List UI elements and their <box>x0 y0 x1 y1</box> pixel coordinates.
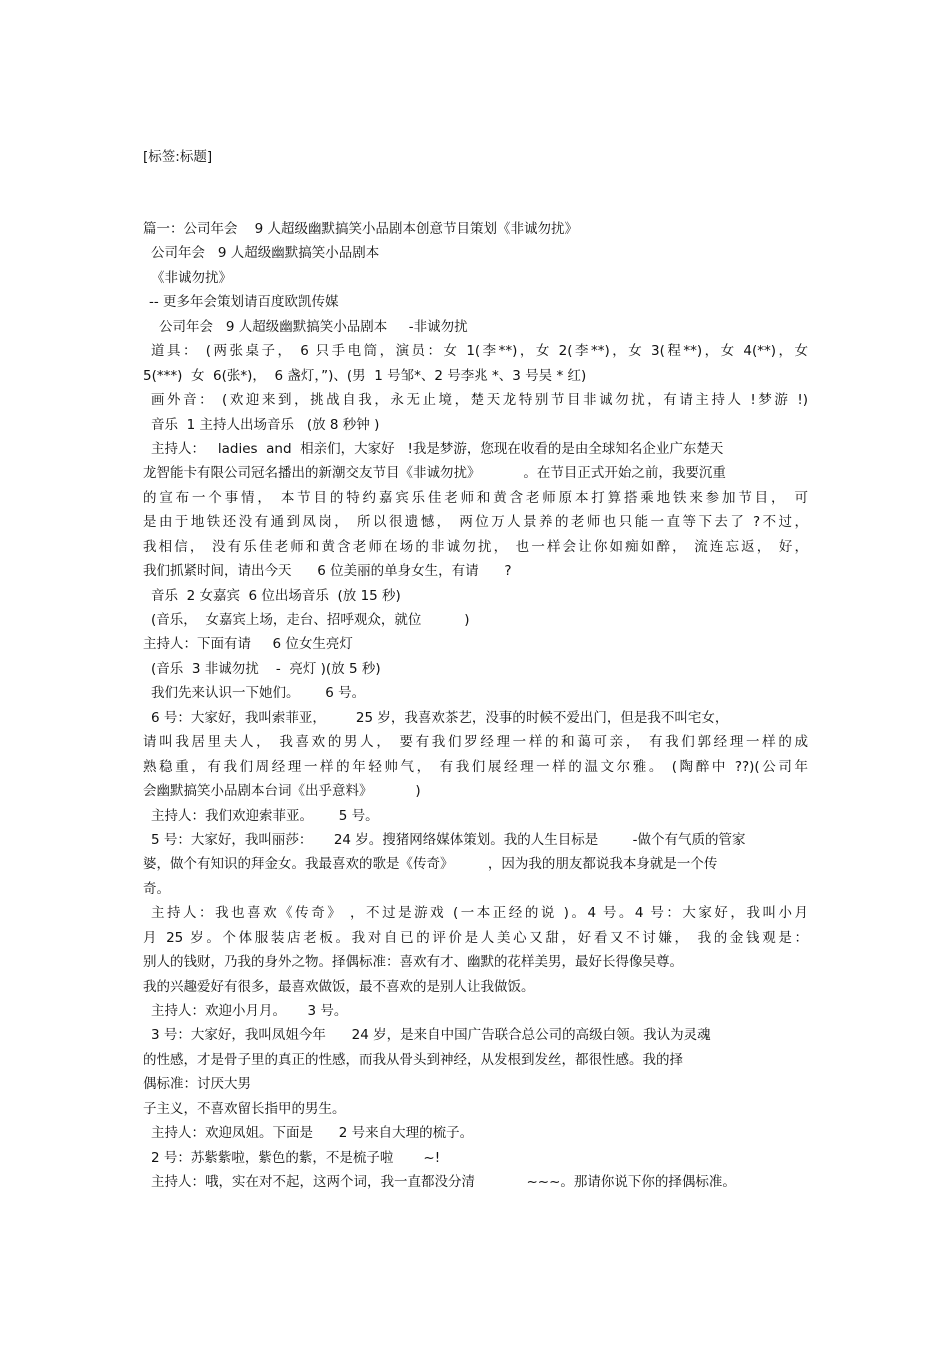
text-line: 我们先来认识一下她们。 6 号。 <box>151 685 366 702</box>
text-line: 偶标准：讨厌大男 <box>143 1076 251 1093</box>
text-line: 请叫我居里夫人， 我喜欢的男人， 要有我们罗经理一样的和蔼可亲， 有我们郭经理一样的成 <box>143 734 808 751</box>
text-line: 月 25 岁。个体服装店老板。我对自已的评价是人美心又甜，好看又不讨嫌， 我的金钱观是： <box>143 929 808 946</box>
text-line: 子主义，不喜欢留长指甲的男生。 <box>143 1100 346 1117</box>
text-line: 我们抓紧时间，请出今天 6 位美丽的单身女生，有请 ? <box>143 563 512 580</box>
text-line: 音乐 1 主持人出场音乐 (放 8 秒钟 ) <box>151 416 380 433</box>
text-line: 的性感，才是骨子里的真正的性感，而我从骨头到神经，从发根到发丝，都很性感。我的择 <box>143 1051 683 1068</box>
text-line: 主持人：欢迎小月月。 3 号。 <box>151 1003 348 1019</box>
text-line: (音乐， 女嘉宾上场，走台、招呼观众，就位 ) <box>151 612 470 628</box>
text-line: 2 号：苏紫紫啦，紫色的紫，不是梳子啦 ~! <box>151 1149 441 1166</box>
text-line: 《非诚勿扰》 <box>151 269 232 286</box>
text-line: 别人的钱财，乃我的身外之物。择偶标准：喜欢有才、幽默的花样美男，最好长得像吴尊。 <box>143 954 683 971</box>
text-line: 主持人：我们欢迎索菲亚。 5 号。 <box>151 807 379 824</box>
text-line: 的宣布一个事情， 本节目的特约嘉宾乐佳老师和黄含老师原本打算搭乘地铁来参加节目， 可 <box>143 489 808 506</box>
text-line: 主持人： ladies and 相亲们，大家好 !我是梦游，您现在收看的是由全球知名企业广东楚天 <box>151 440 724 457</box>
text-line: 公司年会 9 人超级幽默搞笑小品剧本 -非诚勿扰 <box>159 318 468 335</box>
script-body <box>143 217 808 1195</box>
text-line: 是由于地铁还没有通到凤岗， 所以很遗憾， 两位万人景养的老师也只能一直等下去了 ?不过， <box>143 514 808 531</box>
text-line: 3 号：大家好，我叫凤姐今年 24 岁，是来自中国广告联合总公司的高级白领。我认为灵魂 <box>151 1027 711 1044</box>
text-line: 我相信， 没有乐佳老师和黄含老师在场的非诚勿扰， 也一样会让你如痴如醉， 流连忘返， 好， <box>143 538 808 555</box>
text-line: 奇。 <box>143 880 170 897</box>
text-line: 音乐 2 女嘉宾 6 位出场音乐 (放 15 秒) <box>151 587 401 604</box>
text-line: 主持人：哦，实在对不起，这两个词，我一直都没分清 ~~~。那请你说下你的择偶标准。 <box>151 1174 736 1191</box>
text-line: 熟稳重，有我们周经理一样的年轻帅气， 有我们展经理一样的温文尔雅。 (陶醉中 ??)(公司年 <box>143 758 808 775</box>
text-line: 道具： (两张桌子， 6 只手电筒，演员：女 1(李**)，女 2(李**)，女 3(程**)，女 4(**)，女 <box>151 343 808 360</box>
text-line: 主持人：下面有请 6 位女生亮灯 <box>143 636 353 653</box>
text-line: 我的兴趣爱好有很多，最喜欢做饭，最不喜欢的是别人让我做饭。 <box>143 978 535 995</box>
text-line: 5 号：大家好，我叫丽莎： 24 岁。搜猪网络媒体策划。我的人生目标是 -做个有气质的管家 <box>151 831 746 848</box>
text-line: 公司年会 9 人超级幽默搞笑小品剧本 <box>151 245 380 262</box>
text-line: 6 号：大家好，我叫索菲亚， 25 岁，我喜欢茶艺，没事的时候不爱出门，但是我不叫宅女， <box>151 709 729 726</box>
text-line: 5(***) 女 6(张*)， 6 盏灯，”)、(男 1 号邹*、2 号李兆 *、3 号吴 * 红) <box>143 367 587 384</box>
text-line: 龙智能卡有限公司冠名播出的新潮交友节目《非诚勿扰》 。在节目正式开始之前，我要沉重 <box>143 465 726 482</box>
text-line: 篇一：公司年会 9 人超级幽默搞笑小品剧本创意节目策划《非诚勿扰》 <box>143 221 579 237</box>
text-line: 画外音： (欢迎来到，挑战自我，永无止境，楚天龙特别节目非诚勿扰，有请主持人 !梦游 !) <box>151 392 808 409</box>
text-line: 会幽默搞笑小品剧本台词《出乎意料》 ) <box>143 783 421 800</box>
text-line: 主持人：我也喜欢《传奇》 ，不过是游戏 (一本正经的说 )。4 号。4 号：大家好，我叫小月 <box>151 905 808 922</box>
text-line: -- 更多年会策划请百度欧凯传媒 <box>149 294 339 311</box>
text-line: 主持人：欢迎凤姐。下面是 2 号来自大理的梳子。 <box>151 1125 474 1142</box>
tag-label: [标签:标题] <box>143 149 213 165</box>
text-line: 婆，做个有知识的拜金女。我最喜欢的歌是《传奇》 ，因为我的朋友都说我本身就是一个传 <box>143 856 718 873</box>
text-line: (音乐 3 非诚勿扰 - 亮灯 )(放 5 秒) <box>151 660 381 677</box>
